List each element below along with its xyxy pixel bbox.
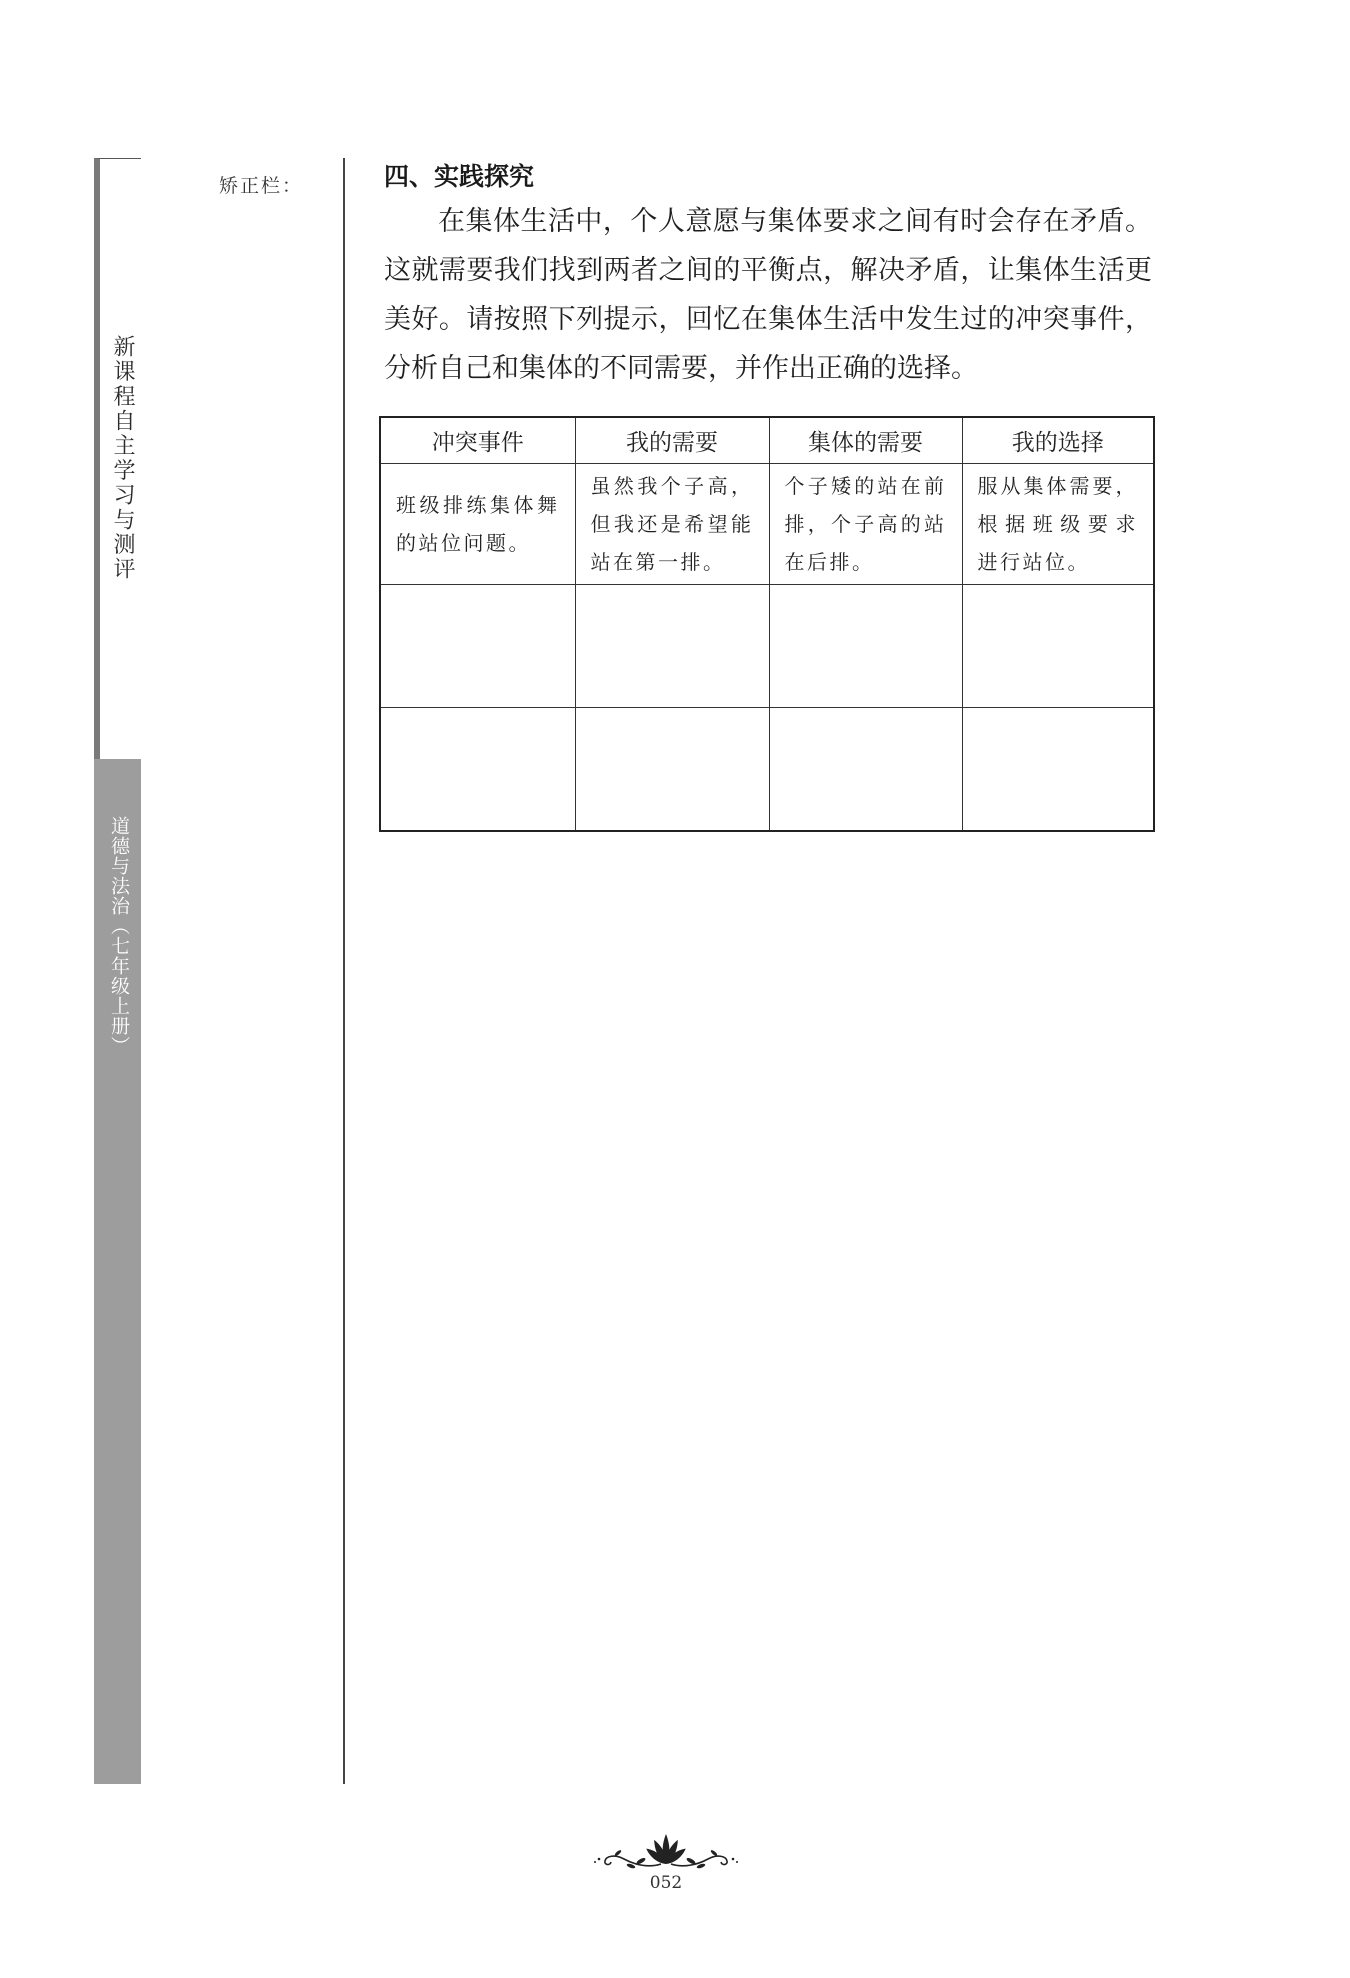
header-collective-need: 集体的需要 [769,417,962,464]
table-row-blank [380,585,1154,708]
cell-line: 进行站位。 [977,550,1090,574]
correction-column-label: 矫正栏： [219,175,304,197]
blank-cell [575,585,769,708]
header-conflict-event: 冲突事件 [380,417,575,464]
floral-ornament-icon [591,1826,741,1870]
cell-conflict-event [380,464,575,585]
cell-line: 但我还是希望能 [590,512,754,536]
paragraph-line: 美好。请按照下列提示，回忆在集体生活中发生过的冲突事件， [384,304,1152,335]
cell-line: 排，个子高的站 [784,512,947,536]
correction-column-divider [343,158,345,1784]
cell-line: 根据班级要求 [977,512,1138,536]
blank-cell [962,585,1154,708]
blank-cell [380,585,575,708]
page-number: 052 [649,1873,683,1893]
header-my-need: 我的需要 [575,417,769,464]
section-title: 四、实践探究 [384,162,535,191]
header-my-choice: 我的选择 [962,417,1154,464]
blank-cell [769,708,962,832]
cell-my-need [575,464,769,585]
series-title: 新课程自主学习与测评 [110,335,135,582]
blank-cell [962,708,1154,832]
table-row-blank [380,708,1154,832]
table-row-example [380,464,1154,585]
cell-line: 班级排练集体舞 [396,493,560,517]
paragraph-line: 分析自己和集体的不同需要，并作出正确的选择。 [384,353,978,384]
cell-collective-need [769,464,962,585]
table-header-row [380,417,1154,464]
cell-line: 在后排。 [784,550,875,574]
cell-line: 站在第一排。 [590,550,726,574]
blank-cell [380,708,575,832]
cell-line: 虽然我个子高， [590,474,754,498]
cell-line: 个子矮的站在前 [784,474,947,498]
practice-table [379,416,1155,832]
paragraph-line: 在集体生活中，个人意愿与集体要求之间有时会存在矛盾。 [438,206,1152,237]
cell-line: 的站位问题。 [396,531,531,555]
blank-cell [769,585,962,708]
subject-title: 道德与法治（七年级上册） [108,816,130,1056]
blank-cell [575,708,769,832]
cell-my-choice [962,464,1154,585]
instruction-paragraph [384,197,1152,393]
cell-line: 服从集体需要， [977,474,1138,498]
paragraph-line: 这就需要我们找到两者之间的平衡点，解决矛盾，让集体生活更 [384,255,1152,286]
